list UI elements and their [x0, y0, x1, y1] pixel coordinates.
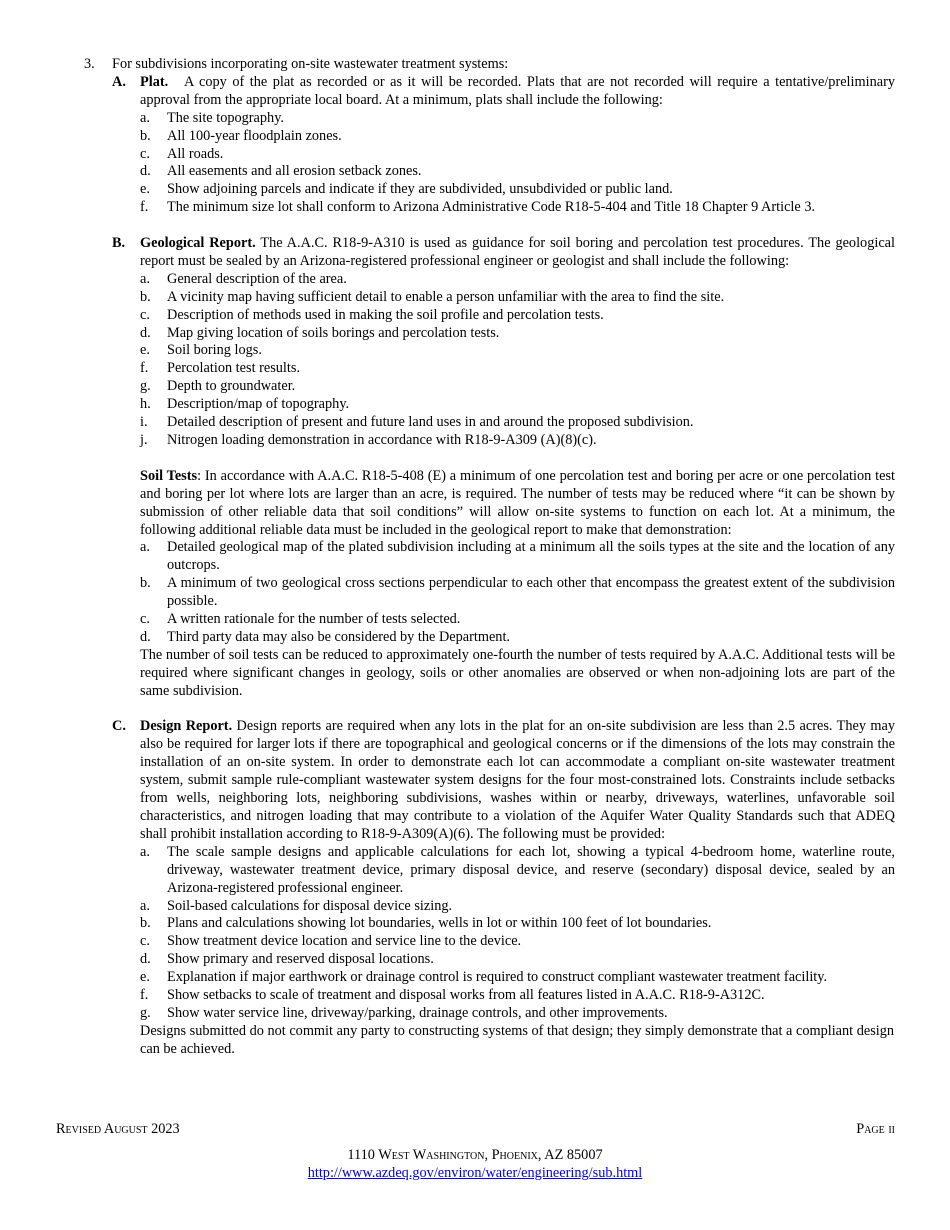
item-text: Show treatment device location and service line to the device. [167, 933, 522, 950]
geological-heading [112, 235, 895, 271]
item-letter: e. [140, 969, 150, 986]
list-item [140, 378, 895, 396]
item-text: Map giving location of soils borings and percolation tests. [167, 324, 500, 341]
item-letter: b. [140, 127, 151, 144]
soil-tests-paragraph [140, 468, 895, 540]
item-letter: i. [140, 414, 148, 431]
item-letter: e. [140, 342, 150, 359]
footer-url-link[interactable]: http://www.azdeq.gov/environ/water/engineering/sub.html [307, 1164, 643, 1181]
list-item [140, 951, 895, 969]
soil-tests-text: : In accordance with A.A.C. R18-5-408 (E) a minimum of one percolation test and boring per acre or one percolation test and boring per lot where lots are larger than an acre, is required. The number of tests may be reduced where “it can be shown by submission of other reliable data that soil conditions” will allow on-site systems to function on each lot. At a minimum, the following additional reliable data must be included in the geological report to make that demonstration: [140, 467, 895, 538]
item-text: Soil boring logs. [167, 342, 262, 359]
design-closing: Designs submitted do not commit any party to constructing systems of that design; they simply demonstrate that a compliant design can be achieved. [140, 1022, 895, 1057]
item-text: The site topography. [167, 109, 284, 126]
item-text: Plans and calculations showing lot boundaries, wells in lot or within 100 feet of lot boundaries. [167, 915, 712, 932]
document-content [84, 56, 895, 1059]
intro-item [84, 56, 895, 74]
item-letter: j. [140, 432, 148, 449]
item-text: Explanation if major earthwork or drainage control is required to construct compliant wastewater treatment facility. [167, 969, 828, 986]
plat-letter: A. [112, 73, 126, 90]
intro-number: 3. [84, 56, 95, 72]
list-item [140, 146, 895, 164]
revised-date: Revised August 2023 [56, 1121, 180, 1137]
list-item [140, 611, 895, 629]
list-item [140, 933, 895, 951]
list-item [140, 898, 895, 916]
list-item [140, 128, 895, 146]
item-text: The minimum size lot shall conform to Arizona Administrative Code R18-5-404 and Title 18 Chapter 9 Article 3. [167, 199, 816, 216]
item-letter: a. [140, 843, 150, 860]
item-text: Show adjoining parcels and indicate if they are subdivided, unsubdivided or public land. [167, 181, 673, 198]
list-item [140, 539, 895, 575]
design-text: Design reports are required when any lots in the plat for an on-site subdivision are less than 2.5 acres. They may also be required for larger lots if there are topographical and geological concerns or if the dimensions of the lots may constrain the installation of an on-site system. In order to demonstrate each lot can accommodate a compliant on-site wastewater treatment system, submit sample rule-compliant wastewater system designs for the four most-constrained lots. Constraints include setbacks from wells, neighboring lots, neighboring subdivisions, washes within or nearby, driveways, waterlines, unfavorable soil characteristics, and nitrogen loading that may contribute to a violation of the Aquifer Water Quality Standards such that ADEQ shall prohibit installation according to R18-9-A309(A)(6). The following must be provided: [140, 718, 895, 842]
design-list [112, 844, 895, 1023]
item-letter: d. [140, 628, 151, 645]
item-letter: b. [140, 915, 151, 932]
design-section [112, 718, 895, 1058]
list-item [140, 289, 895, 307]
geological-text: The A.A.C. R18-9-A310 is used as guidance for soil boring and percolation test procedures. The geological report must be sealed by an Arizona-registered professional engineer or geologist and shall include the following: [140, 235, 895, 269]
page-number: Page ii [856, 1121, 895, 1137]
footer-address-block [0, 1147, 950, 1183]
list-item [140, 414, 895, 432]
item-letter: f. [140, 360, 149, 377]
item-text: Detailed description of present and future land uses in and around the proposed subdivision. [167, 414, 694, 431]
list-item [140, 432, 895, 450]
item-text: Show water service line, driveway/parking, drainage controls, and other improvements. [167, 1004, 668, 1021]
design-letter: C. [112, 718, 126, 735]
item-text: The scale sample designs and applicable calculations for each lot, showing a typical 4-bedroom home, waterline route, driveway, wastewater treatment device, primary disposal device, and reserve (secondary) disposal device, sealed by an Arizona-registered professional engineer. [167, 843, 895, 896]
item-text: Description of methods used in making the soil profile and percolation tests. [167, 306, 604, 323]
item-text: Detailed geological map of the plated subdivision including at a minimum all the soils types at the site and the location of any outcrops. [167, 539, 895, 574]
item-text: All roads. [167, 145, 224, 162]
geological-section [112, 235, 895, 701]
item-letter: d. [140, 163, 151, 180]
list-item [140, 307, 895, 325]
page-footer [56, 1121, 895, 1139]
item-text: Depth to groundwater. [167, 378, 296, 395]
list-item [140, 360, 895, 378]
list-item [140, 163, 895, 181]
item-letter: a. [140, 539, 150, 556]
list-item [140, 199, 895, 217]
item-letter: d. [140, 324, 151, 341]
intro-text: For subdivisions incorporating on-site wastewater treatment systems: [112, 56, 509, 72]
item-text: Description/map of topography. [167, 396, 350, 413]
list-item [140, 1005, 895, 1023]
soil-tests-closing: The number of soil tests can be reduced to approximately one-fourth the number of tests required by A.A.C. Additional tests will be required where significant changes in geology, soils or other anomalies are observed or when non-adjoining lots are part of the same subdivision. [140, 646, 895, 699]
item-text: Show primary and reserved disposal locations. [167, 951, 434, 968]
item-text: A minimum of two geological cross sections perpendicular to each other that encompass the greatest extent of the subdivision possible. [167, 575, 895, 610]
item-letter: a. [140, 109, 150, 126]
item-letter: g. [140, 378, 151, 395]
item-text: Show setbacks to scale of treatment and disposal works from all features listed in A.A.C. R18-9-A312C. [167, 987, 765, 1004]
list-item [140, 271, 895, 289]
footer-address: 1110 West Washington, Phoenix, AZ 85007 [347, 1147, 603, 1163]
soil-tests-title: Soil Tests [140, 467, 198, 484]
item-letter: h. [140, 396, 151, 413]
plat-section [112, 74, 895, 217]
list-item [140, 629, 895, 647]
item-letter: b. [140, 288, 151, 305]
item-letter: f. [140, 199, 149, 216]
list-item [140, 987, 895, 1005]
item-text: All easements and all erosion setback zones. [167, 163, 422, 180]
geological-title: Geological Report. [140, 235, 256, 252]
design-heading [112, 718, 895, 843]
soil-tests-list [112, 539, 895, 646]
plat-heading [112, 74, 895, 110]
list-item [140, 342, 895, 360]
list-item [140, 969, 895, 987]
item-text: A vicinity map having sufficient detail to enable a person unfamiliar with the area to find the site. [167, 288, 725, 305]
item-letter: c. [140, 306, 150, 323]
design-title: Design Report. [140, 718, 233, 735]
list-item [140, 915, 895, 933]
list-item [140, 575, 895, 611]
item-text: Nitrogen loading demonstration in accordance with R18-9-A309 (A)(8)(c). [167, 432, 597, 449]
item-letter: f. [140, 987, 149, 1004]
item-letter: e. [140, 181, 150, 198]
list-item [140, 110, 895, 128]
item-text: A written rationale for the number of tests selected. [167, 611, 461, 628]
list-item [140, 325, 895, 343]
list-item [140, 181, 895, 199]
item-text: All 100-year floodplain zones. [167, 127, 342, 144]
item-text: Percolation test results. [167, 360, 301, 377]
plat-text: A copy of the plat as recorded or as it will be recorded. Plats that are not recorded will require a tentative/preliminary approval from the appropriate local board. At a minimum, plats shall include the following: [140, 73, 895, 108]
geological-list [112, 271, 895, 450]
item-text: Third party data may also be considered by the Department. [167, 628, 511, 645]
item-letter: c. [140, 145, 150, 162]
item-text: Soil-based calculations for disposal device sizing. [167, 897, 453, 914]
geological-letter: B. [112, 235, 126, 252]
list-item [140, 844, 895, 898]
item-letter: b. [140, 575, 151, 592]
item-letter: d. [140, 951, 151, 968]
plat-list [112, 110, 895, 217]
plat-title: Plat. [140, 73, 169, 90]
list-item [140, 396, 895, 414]
item-letter: a. [140, 270, 150, 287]
item-letter: g. [140, 1004, 151, 1021]
item-letter: c. [140, 611, 150, 628]
item-letter: a. [140, 897, 150, 914]
item-letter: c. [140, 933, 150, 950]
item-text: General description of the area. [167, 270, 347, 287]
